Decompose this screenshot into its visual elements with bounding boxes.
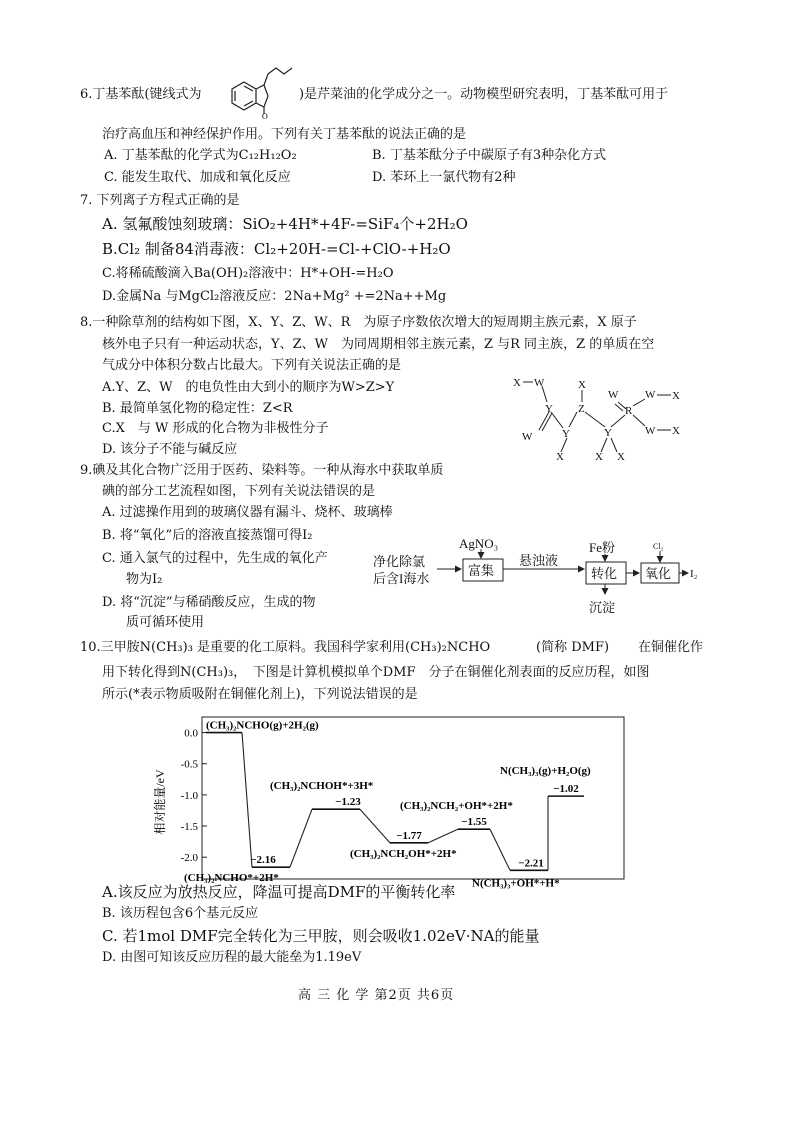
q9-flow-product: I₂ xyxy=(690,568,698,580)
energy-level-label: (CH₃)₂NCHO(g)+2H₂(g) xyxy=(206,719,319,732)
q9-flow-suspension: 悬浊液 xyxy=(519,553,559,568)
energy-level-label: (CH₃)₂NCHO*+2H* xyxy=(184,872,279,885)
energy-level-value: −1.55 xyxy=(461,816,487,829)
reaction-path-segment xyxy=(242,733,252,868)
q8-atom-w: W xyxy=(608,389,619,401)
q9-flow-cl2: Cl₂ xyxy=(653,542,664,551)
q9-flow-box-convert: 转化 xyxy=(591,566,618,581)
q9-flow-box-oxidize: 氧化 xyxy=(645,566,672,581)
q8-atom-w: W xyxy=(645,389,656,401)
q8-option-b: B. 最简单氢化物的稳定性：Z<R xyxy=(102,401,293,416)
q6-option-d: D. 苯环上一氯代物有2种 xyxy=(372,170,516,185)
reaction-path-segment xyxy=(428,829,458,843)
q9-option-c-line2: 物为I₂ xyxy=(126,572,163,587)
q8-atom-z: Z xyxy=(578,403,585,415)
q10-stem-line1c: 在铜催化作 xyxy=(638,640,704,655)
q10-stem-line1a: 10.三甲胺N(CH₃)₃ 是重要的化工原料。我国科学家利用(CH₃)₂NCHO xyxy=(80,640,491,655)
q6-option-b: B. 丁基苯酞分子中碳原子有3种杂化方式 xyxy=(372,148,607,163)
q10-option-c: C. 若1mol DMF完全转化为三甲胺，则会吸收1.02eV·NA的能量 xyxy=(102,927,540,945)
q10-stem-line1b: (简称 DMF) xyxy=(536,640,610,655)
y-tick-label: 0.0 xyxy=(184,727,198,740)
q7-option-a: A. 氢氟酸蚀刻玻璃：SiO₂+4H*+4F-=SiF₄个+2H₂O xyxy=(102,215,468,233)
energy-level-label: (CH₃)₂NCHOH*+3H* xyxy=(270,780,374,793)
q6-stem-b: )是芹菜油的化学成分之一。动物模型研究表明，丁基苯酞可用于 xyxy=(299,87,669,102)
q8-atom-x: X xyxy=(513,377,521,389)
q10-option-b: B. 该历程包含6个基元反应 xyxy=(102,906,259,921)
q7-option-b: B.Cl₂ 制备84消毒液：Cl₂+20H-=Cl-+ClO-+H₂O xyxy=(102,240,451,258)
q9-option-a: A. 过滤操作用到的玻璃仪器有漏斗、烧杯、玻璃棒 xyxy=(102,505,393,520)
q8-atom-x: X xyxy=(672,425,680,437)
q8-option-c: C.X 与 W 形成的化合物为非极性分子 xyxy=(102,421,329,436)
q8-atom-w: W xyxy=(522,431,533,443)
q7-option-d: D.金属Na 与MgCl₂溶液反应：2Na+Mg² +=2Na++Mg xyxy=(102,289,447,304)
q8-atom-r: R xyxy=(625,405,633,417)
q10-option-a: A.该反应为放热反应，降温可提高DMF的平衡转化率 xyxy=(102,883,456,901)
y-tick-label: -0.5 xyxy=(180,758,198,771)
energy-level-value: −1.02 xyxy=(553,783,579,796)
q8-atom-x: X xyxy=(578,379,586,391)
energy-level-label: N(CH₃)₃+OH*+H* xyxy=(472,877,560,890)
q6-stem-c: 治疗高血压和神经保护作用。下列有关丁基苯酞的说法正确的是 xyxy=(102,127,467,142)
q8-atom-w: W xyxy=(645,425,656,437)
q8-atom-x: X xyxy=(556,451,564,463)
y-tick-label: -2.0 xyxy=(180,852,198,865)
reaction-path-segment xyxy=(490,829,510,870)
energy-level-value: −2.16 xyxy=(250,854,276,867)
q9-stem-line1: 9.碘及其化合物广泛用于医药、染料等。一种从海水中获取单质 xyxy=(80,463,444,478)
q10-stem-line3: 所示(*表示物质吸附在铜催化剂上)，下列说法错误的是 xyxy=(102,687,418,702)
q9-option-b: B. 将“氧化”后的溶液直接蒸馏可得I₂ xyxy=(102,528,313,543)
q8-option-d: D. 该分子不能与碱反应 xyxy=(102,442,238,457)
q10-stem-line2: 用下转化得到N(CH₃)₃， 下图是计算机模拟单个DMF 分子在铜催化剂表面的反应历程，如图 xyxy=(102,665,650,680)
q8-atom-x: X xyxy=(617,451,625,463)
q8-atom-y: Y xyxy=(604,427,612,439)
q9-flow-precipitate: 沉淀 xyxy=(589,600,616,615)
q8-stem-line1: 8.一种除草剂的结构如下图，X、Y、Z、W、R 为原子序数依次增大的短周期主族元素，X 原子 xyxy=(80,315,637,330)
q8-atom-x: X xyxy=(595,451,603,463)
q7-stem: 7. 下列离子方程式正确的是 xyxy=(80,193,240,208)
q8-herbicide-structure xyxy=(505,372,705,464)
q8-atom-y: Y xyxy=(562,428,570,440)
q6-struct-o-label: O xyxy=(262,112,268,121)
q9-flow-agno3: AgNO₃ xyxy=(459,536,499,551)
q8-stem-line3: 气成分中体积分数占比最大。下列有关说法正确的是 xyxy=(102,358,402,373)
y-tick-label: -1.0 xyxy=(180,789,198,802)
q8-stem-line2: 核外电子只有一种运动状态，Y、Z、W 为同周期相邻主族元素，Z 与R 同主族，Z 的单质在空 xyxy=(102,337,655,352)
q8-atom-y: Y xyxy=(545,403,553,415)
energy-level-value: −1.23 xyxy=(335,796,361,809)
q8-option-a: A.Y、Z、W 的电负性由大到小的顺序为W>Z>Y xyxy=(102,380,395,395)
energy-level-label: (CH₃)₂NCH₂+OH*+2H* xyxy=(400,800,513,813)
energy-level-value: −1.77 xyxy=(396,829,422,842)
energy-level-value: −2.21 xyxy=(518,857,544,870)
q6-option-c: C. 能发生取代、加成和氧化反应 xyxy=(104,170,291,185)
q9-flow-source-line2: 后含I海水 xyxy=(373,571,430,586)
q9-stem-line2: 碘的部分工艺流程如图，下列有关说法错误的是 xyxy=(102,484,376,499)
q9-flow-source-line1: 净化除氯 xyxy=(373,554,426,569)
q6-stem-a: 6.丁基苯酞(键线式为 xyxy=(80,87,202,102)
q8-atom-w: W xyxy=(534,377,545,389)
q10-option-d: D. 由图可知该反应历程的最大能垒为1.19eV xyxy=(102,950,362,965)
chart-y-axis-label: 相对能量/eV xyxy=(153,769,167,835)
reaction-path-segment xyxy=(290,809,312,867)
q6-butylphthalide-structure xyxy=(218,60,298,120)
q6-option-a: A. 丁基苯酞的化学式为C₁₂H₁₂O₂ xyxy=(104,148,297,163)
q7-option-c: C.将稀硫酸滴入Ba(OH)₂溶液中：H*+OH-=H₂O xyxy=(102,266,394,281)
energy-level-label: N(CH₃)₃(g)+H₂O(g) xyxy=(500,765,591,778)
q10-energy-profile-chart xyxy=(150,707,630,890)
q9-option-c-line1: C. 通入氯气的过程中，先生成的氧化产 xyxy=(102,551,328,566)
page-footer: 高 三 化 学 第2页 共6页 xyxy=(298,988,455,1003)
q9-option-d-line2: 质可循环使用 xyxy=(126,615,205,630)
reaction-path-segment xyxy=(360,809,390,843)
q9-process-flow xyxy=(373,537,723,623)
q8-atom-x: X xyxy=(672,390,680,402)
y-tick-label: -1.5 xyxy=(180,821,198,834)
energy-level-label: (CH₃)₂NCH₂OH*+2H* xyxy=(350,847,457,860)
q9-option-d-line1: D. 将“沉淀”与稀硝酸反应，生成的物 xyxy=(102,595,316,610)
q9-flow-box-enrich: 富集 xyxy=(468,563,495,578)
q9-flow-fe-powder: Fe粉 xyxy=(589,540,616,555)
